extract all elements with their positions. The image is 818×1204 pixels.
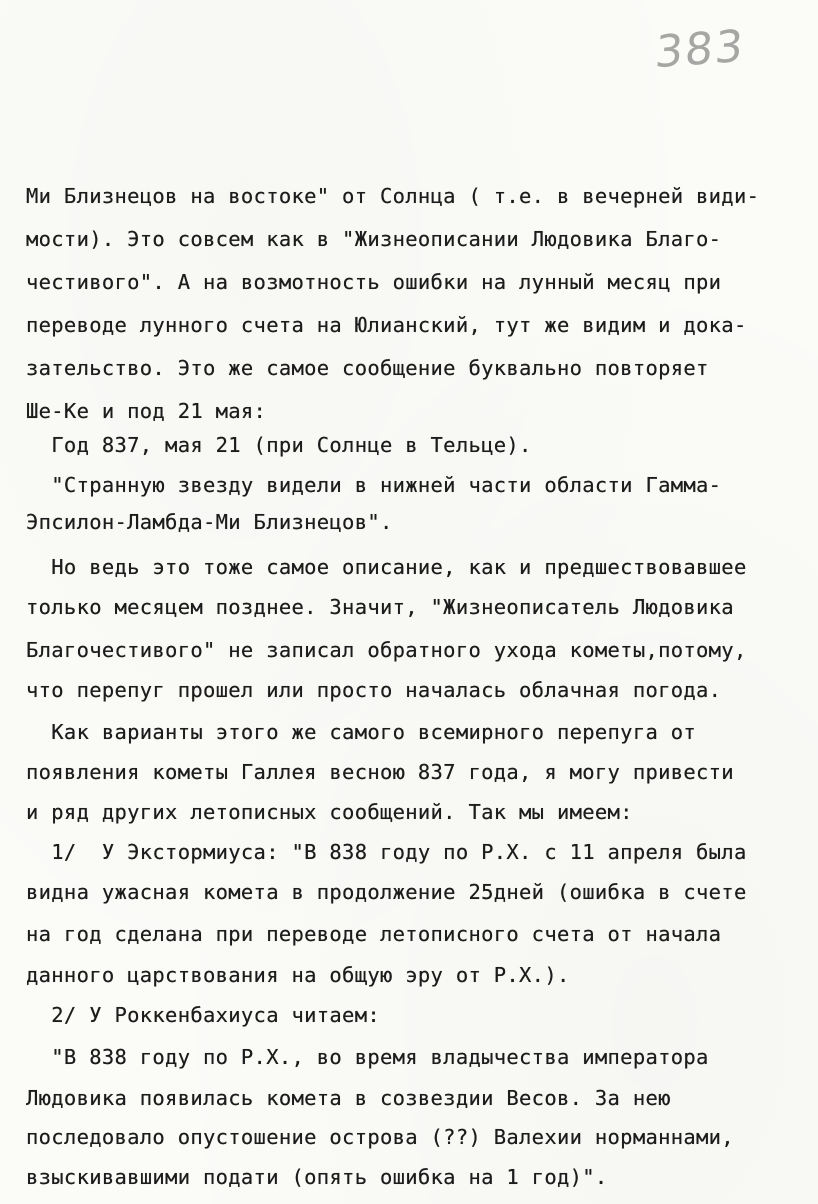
text-line: последовало опустошение острова (??) Валехии норманнами, [26, 1125, 734, 1149]
text-line: и ряд других летописных сообщений. Так мы имеем: [26, 800, 633, 824]
text-line: что перепуг прошел или просто началась облачная погода. [26, 678, 722, 702]
text-line: Ми Близнецов на востоке" от Солнца ( т.е. в вечерней види- [26, 184, 760, 208]
text-line: Ше-Ке и под 21 мая: [26, 399, 267, 423]
page-number: 383 [653, 20, 747, 79]
text-line: зательство. Это же самое сообщение буквально повторяет [26, 356, 709, 380]
text-line: Благочестивого" не записал обратного ухода кометы,потому, [26, 638, 747, 662]
text-line: переводе лунного счета на Юлианский, тут же видим и дока- [26, 313, 747, 337]
text-line: видна ужасная комета в продолжение 25дней (ошибка в счете [26, 880, 747, 904]
text-line: Эпсилон-Ламбда-Ми Близнецов". [26, 510, 393, 534]
text-line: Год 837, мая 21 (при Солнце в Тельце). [26, 433, 532, 457]
text-line: только месяцем позднее. Значит, "Жизнеописатель Людовика [26, 595, 734, 619]
text-line: "В 838 году по Р.Х., во время владычества императора [26, 1045, 709, 1069]
text-line: мости). Это совсем как в "Жизнеописании Людовика Благо- [26, 227, 722, 251]
text-line: честивого". А на возмотность ошибки на лунный месяц при [26, 270, 722, 294]
text-line: Как варианты этого же самого всемирного перепуга от [26, 720, 697, 744]
text-line: Но ведь это тоже самое описание, как и предшествовавшее [26, 555, 747, 579]
text-line: 1/ У Экстормиуса: "В 838 году по Р.Х. с 11 апреля была [26, 840, 747, 864]
text-line: на год сделана при переводе летописного счета от начала [26, 922, 722, 946]
text-line: "Странную звезду видели в нижней части области Гамма- [26, 473, 722, 497]
text-line: появления кометы Галлея весною 837 года, я могу привести [26, 760, 734, 784]
text-line: взыскивавшими подати (опять ошибка на 1 год)". [26, 1165, 608, 1189]
text-line: Людовика появилась комета в созвездии Весов. За нею [26, 1086, 671, 1110]
text-line: 2/ У Роккенбахиуса читаем: [26, 1003, 380, 1027]
text-line: данного царствования на общую эру от Р.Х.). [26, 963, 570, 987]
